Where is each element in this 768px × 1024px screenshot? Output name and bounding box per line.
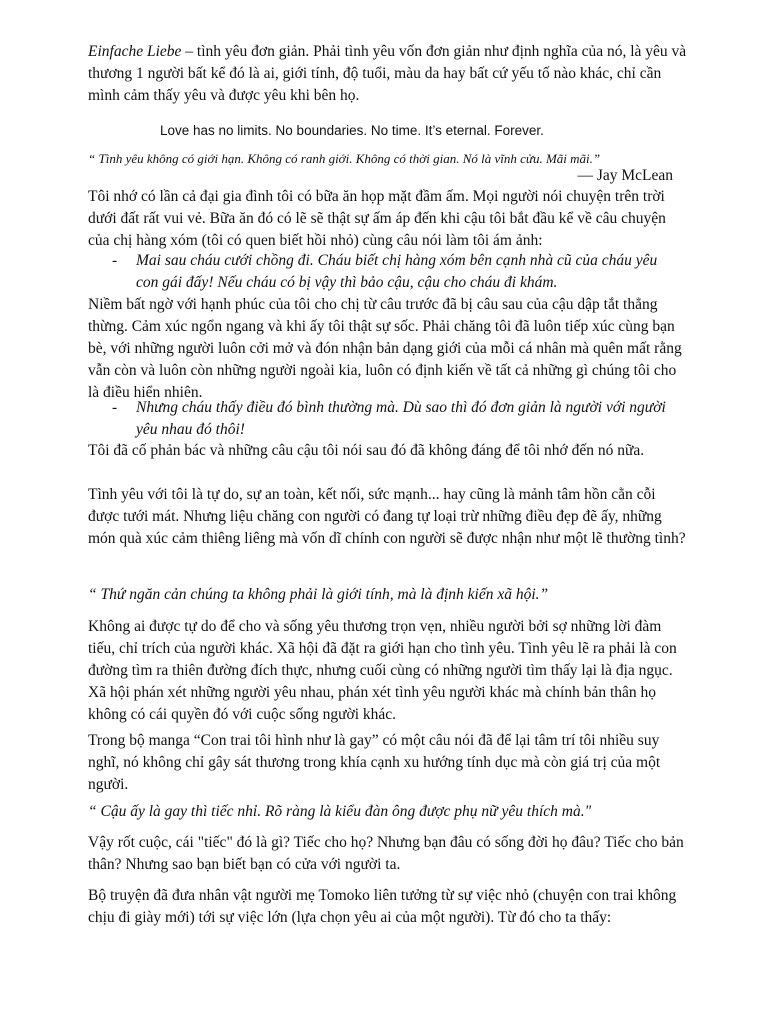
bullet-dash: - <box>112 252 118 269</box>
quote-attribution: — Jay McLean <box>577 167 673 184</box>
manga-quote: “ Cậu ấy là gay thì tiếc nhỉ. Rõ ràng là kiểu đàn ông được phụ nữ yêu thích mà." <box>88 803 592 820</box>
bullet-quote-reply: Nhưng cháu thấy điều đó bình thường mà. Dù sao thì đó đơn giản là người với người yêu nhau đó thôi! <box>136 399 666 438</box>
reaction-paragraph: Niềm bất ngờ với hạnh phúc của tôi cho chị từ câu trước đã bị câu sau của cậu dập tắt thẳng thừng. Cảm xúc ngổn ngang và khi ấy tôi thật sự sốc. Phải chăng tôi đã luôn tiếp xúc cùng bạn bè, với những người luôn cởi mở và đón nhận bản dạng giới của mỗi cá nhân mà quên mất rằng vẫn còn và luôn còn những người ngoài kia, luôn có định kiến về tất cả những gì chúng tôi cho là điều hiển nhiên. <box>88 296 682 401</box>
english-quote: Love has no limits. No boundaries. No time. It’s eternal. Forever. <box>160 123 544 138</box>
intro-paragraph <box>88 41 688 107</box>
society-paragraph: Không ai được tự do để cho và sống yêu thương trọn vẹn, nhiều người bởi sợ những lời đàm tiếu, chỉ trích của người khác. Xã hội đã đặt ra giới hạn cho tình yêu. Tình yêu lẽ ra phải là con đường tìm ra thiên đường đích thực, nhưng cuối cùng có những người tìm thấy lại là địa ngục. Xã hội phán xét những người yêu nhau, phán xét tình yêu người khác mà chính bản thân họ không có cái quyền đó với cuộc sống người khác. <box>88 618 677 723</box>
love-paragraph: Tình yêu với tôi là tự do, sự an toàn, kết nối, sức mạnh... hay cũng là mảnh tâm hồn cằn cỗi được tưới mát. Nhưng liệu chăng con người có đang tự loại trừ những điều đẹp đẽ ấy, những món quà xúc cảm thiêng liêng mà vốn dĩ chính con người sẽ được nhận như một lẽ thường tình? <box>88 486 686 547</box>
intro-text: – tình yêu đơn giản. Phải tình yêu vốn đơn giản như định nghĩa của nó, là yêu và thương 1 người bất kể đó là ai, giới tính, độ tuổi, màu da hay bất cứ yếu tố nào khác, chỉ cần mình cảm thấy yêu và được yêu khi bên họ. <box>88 43 687 104</box>
translated-quote: “ Tình yêu không có giới hạn. Không có ranh giới. Không có thời gian. Nó là vĩnh cửu. Mãi mãi.” <box>88 151 601 166</box>
manga-paragraph: Trong bộ manga “Con trai tôi hình như là gay” có một câu nói đã để lại tâm trí tôi nhiều suy nghĩ, nó không chỉ gây sát thương trong khía cạnh xu hướng tính dục mà còn giá trị của một người. <box>88 732 661 793</box>
story-paragraph: Tôi nhớ có lần cả đại gia đình tôi có bữa ăn họp mặt đầm ấm. Mọi người nói chuyện trên trời dưới đất rất vui vẻ. Bữa ăn đó có lẽ sẽ thật sự ấm áp đến khi cậu tôi bắt đầu kể về câu chuyện của chị hàng xóm (tôi có quen biết hồi nhỏ) cùng câu nói làm tôi ám ảnh: <box>88 188 666 249</box>
list-item <box>112 250 682 294</box>
bullet-quote-uncle: Mai sau cháu cưới chồng đi. Cháu biết chị hàng xóm bên cạnh nhà cũ của cháu yêu con gái đấy! Nếu cháu có bị vậy thì bảo cậu, cậu cho cháu đi khám. <box>136 252 658 291</box>
prejudice-quote: “ Thứ ngăn cản chúng ta không phải là giới tính, mà là định kiến xã hội.” <box>88 586 549 603</box>
rebuttal-paragraph: Tôi đã cố phản bác và những câu cậu tôi nói sau đó đã không đáng để tôi nhớ đến nó nữa. <box>88 442 645 459</box>
regret-paragraph: Vậy rốt cuộc, cái "tiếc" đó là gì? Tiếc cho họ? Nhưng bạn đâu có sống đời họ đâu? Tiếc cho bản thân? Nhưng sao bạn biết bạn có cửa với người ta. <box>88 834 684 873</box>
bullet-dash: - <box>112 399 118 416</box>
intro-term: Einfache Liebe <box>88 43 182 60</box>
tomoko-paragraph: Bộ truyện đã đưa nhân vật người mẹ Tomoko liên tưởng từ sự việc nhỏ (chuyện con trai không chịu đi giày mới) tới sự việc lớn (lựa chọn yêu ai của một người). Từ đó cho ta thấy: <box>88 887 677 926</box>
list-item <box>112 397 682 441</box>
